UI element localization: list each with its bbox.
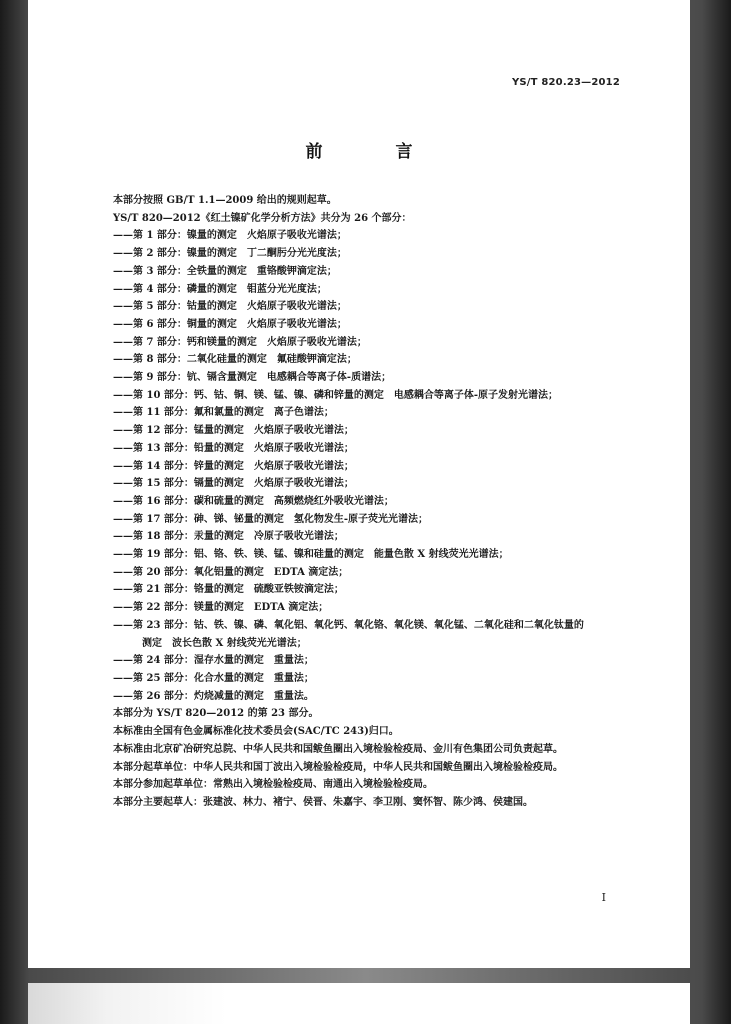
list-item: ——第 22 部分：镁量的测定 EDTA 滴定法； [113,602,329,614]
next-page-edge [28,983,690,1024]
list-item: ——第 14 部分：锌量的测定 火焰原子吸收光谱法； [113,460,354,472]
list-item: ——第 11 部分：氟和氯量的测定 离子色谱法； [113,407,334,419]
list-item: ——第 16 部分：碳和硫量的测定 高频燃烧红外吸收光谱法； [113,495,394,507]
list-item: ——第 2 部分：镍量的测定 丁二酮肟分光光度法； [113,248,347,260]
list-item: ——第 6 部分：铜量的测定 火焰原子吸收光谱法； [113,318,347,330]
list-item: ——第 17 部分：砷、锑、铋量的测定 氢化物发生-原子荧光光谱法； [113,513,429,525]
list-item: ——第 8 部分：二氧化硅量的测定 氟硅酸钾滴定法； [113,354,357,366]
list-item: ——第 13 部分：铅量的测定 火焰原子吸收光谱法； [113,442,354,454]
text-line: YS/T 820—2012《红土镍矿化学分析方法》共分为 26 个部分： [113,212,412,224]
list-item: ——第 15 部分：镉量的测定 火焰原子吸收光谱法； [113,478,354,490]
text-line: 本部分为 YS/T 820—2012 的第 23 部分。 [113,708,319,720]
list-item: ——第 21 部分：铬量的测定 硫酸亚铁铵滴定法； [113,584,344,596]
paragraph-drafting-units: 本部分起草单位：中华人民共和国丁波出入境检验检疫局，中华人民共和国鲅鱼圈出入境检验检疫局。 [113,761,563,773]
list-item: ——第 26 部分：灼烧减量的测定 重量法。 [113,690,314,702]
list-item: ——第 25 部分：化合水量的测定 重量法； [113,672,314,684]
list-item-continuation: 测定 波长色散 X 射线荧光光谱法； [142,637,307,649]
list-item: ——第 9 部分：钪、镉含量测定 电感耦合等离子体-质谱法； [113,372,392,384]
document-body [90,192,650,812]
text-line: 本部分按照 GB/T 1.1—2009 给出的规则起草。 [113,195,337,206]
list-item: ——第 23 部分：钴、铁、镍、磷、氧化铝、氧化钙、氧化铬、氧化镁、氧化锰、二氧化硅和二氧化钛量的 [113,619,584,631]
paragraph-participants: 本部分参加起草单位：常熟出入境检验检疫局、南通出入境检验检疫局。 [113,779,433,791]
list-item: ——第 3 部分：全铁量的测定 重铬酸钾滴定法； [113,265,337,277]
page-title: 前 言 [305,142,441,162]
list-item: ——第 1 部分：镍量的测定 火焰原子吸收光谱法； [113,230,347,242]
page-number: I [601,891,606,904]
standard-code: YS/T 820.23—2012 [511,77,620,88]
list-item: ——第 10 部分：钙、钴、铜、镁、锰、镍、磷和锌量的测定 电感耦合等离子体-原子发射光谱法； [113,389,559,401]
list-item: ——第 19 部分：铝、铬、铁、镁、锰、镍和硅量的测定 能量色散 X 射线荧光光谱法； [113,549,509,561]
text-line: 本标准由全国有色金属标准化技术委员会(SAC/TC 243)归口。 [113,726,399,738]
list-item: ——第 7 部分：钙和镁量的测定 火焰原子吸收光谱法； [113,336,367,348]
list-item: ——第 18 部分：汞量的测定 冷原子吸收光谱法； [113,531,344,543]
list-item: ——第 24 部分：湿存水量的测定 重量法； [113,655,314,667]
document-page [28,0,690,968]
paragraph-drafters: 本标准由北京矿冶研究总院、中华人民共和国鲅鱼圈出入境检验检疫局、金川有色集团公司负责起草。 [113,743,563,755]
list-item: ——第 4 部分：磷量的测定 钼蓝分光光度法； [113,283,327,295]
paragraph-authors: 本部分主要起草人：张建波、林力、褚宁、侯晋、朱嘉宇、李卫刚、窦怀智、陈少鸿、侯建国。 [113,796,533,808]
list-item: ——第 20 部分：氧化铝量的测定 EDTA 滴定法； [113,566,349,578]
list-item: ——第 5 部分：钴量的测定 火焰原子吸收光谱法； [113,301,347,313]
list-item: ——第 12 部分：锰量的测定 火焰原子吸收光谱法； [113,425,354,437]
